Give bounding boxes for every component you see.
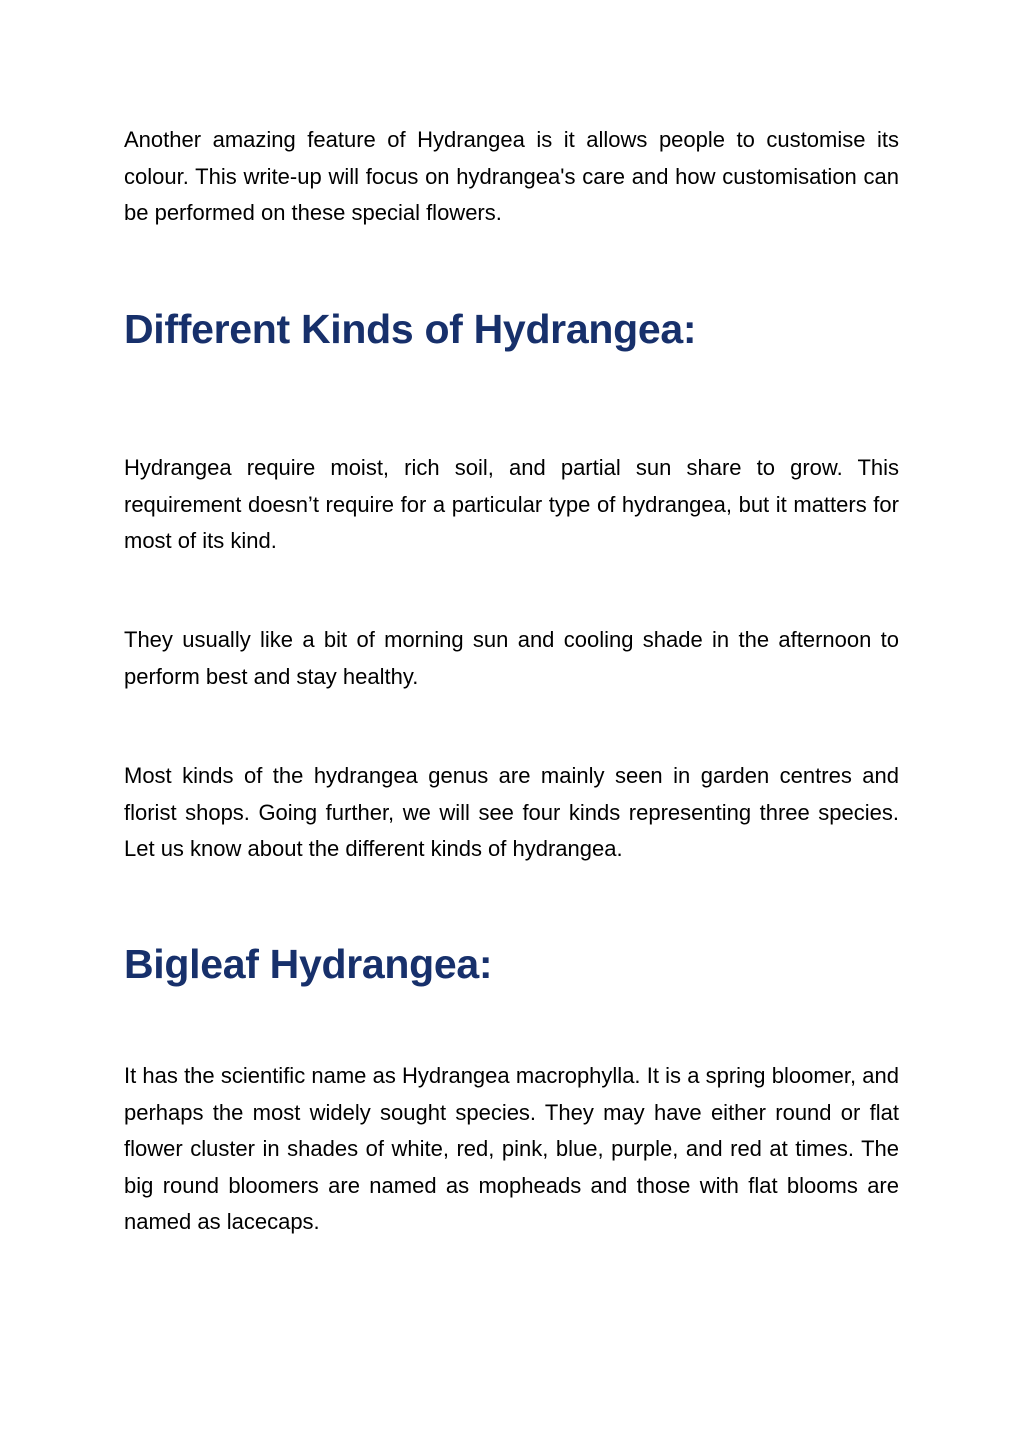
- intro-paragraph: Another amazing feature of Hydrangea is it allows people to customise its colour. This write-up will focus on hydrangea's care and how customisation can be performed on these special flowers.: [124, 127, 899, 225]
- paragraph-sun-preference: They usually like a bit of morning sun and cooling shade in the afternoon to perform best and stay healthy.: [124, 627, 899, 689]
- paragraph-genus-overview: Most kinds of the hydrangea genus are mainly seen in garden centres and florist shops. Going further, we will see four kinds representing three species. Let us know about the different kinds of hydrangea.: [124, 763, 899, 861]
- heading-bigleaf-hydrangea: Bigleaf Hydrangea:: [124, 941, 493, 987]
- document-page: [124, 0, 899, 1448]
- paragraph-soil-requirements: Hydrangea require moist, rich soil, and partial sun share to grow. This requirement doesn’t require for a particular type of hydrangea, but it matters for most of its kind.: [124, 455, 899, 553]
- paragraph-bigleaf-description: It has the scientific name as Hydrangea macrophylla. It is a spring bloomer, and perhaps the most widely sought species. They may have either round or flat flower cluster in shades of white, red, pink, blue, purple, and red at times. The big round bloomers are named as mopheads and those with flat blooms are named as lacecaps.: [124, 1063, 899, 1234]
- heading-different-kinds: Different Kinds of Hydrangea:: [124, 306, 697, 352]
